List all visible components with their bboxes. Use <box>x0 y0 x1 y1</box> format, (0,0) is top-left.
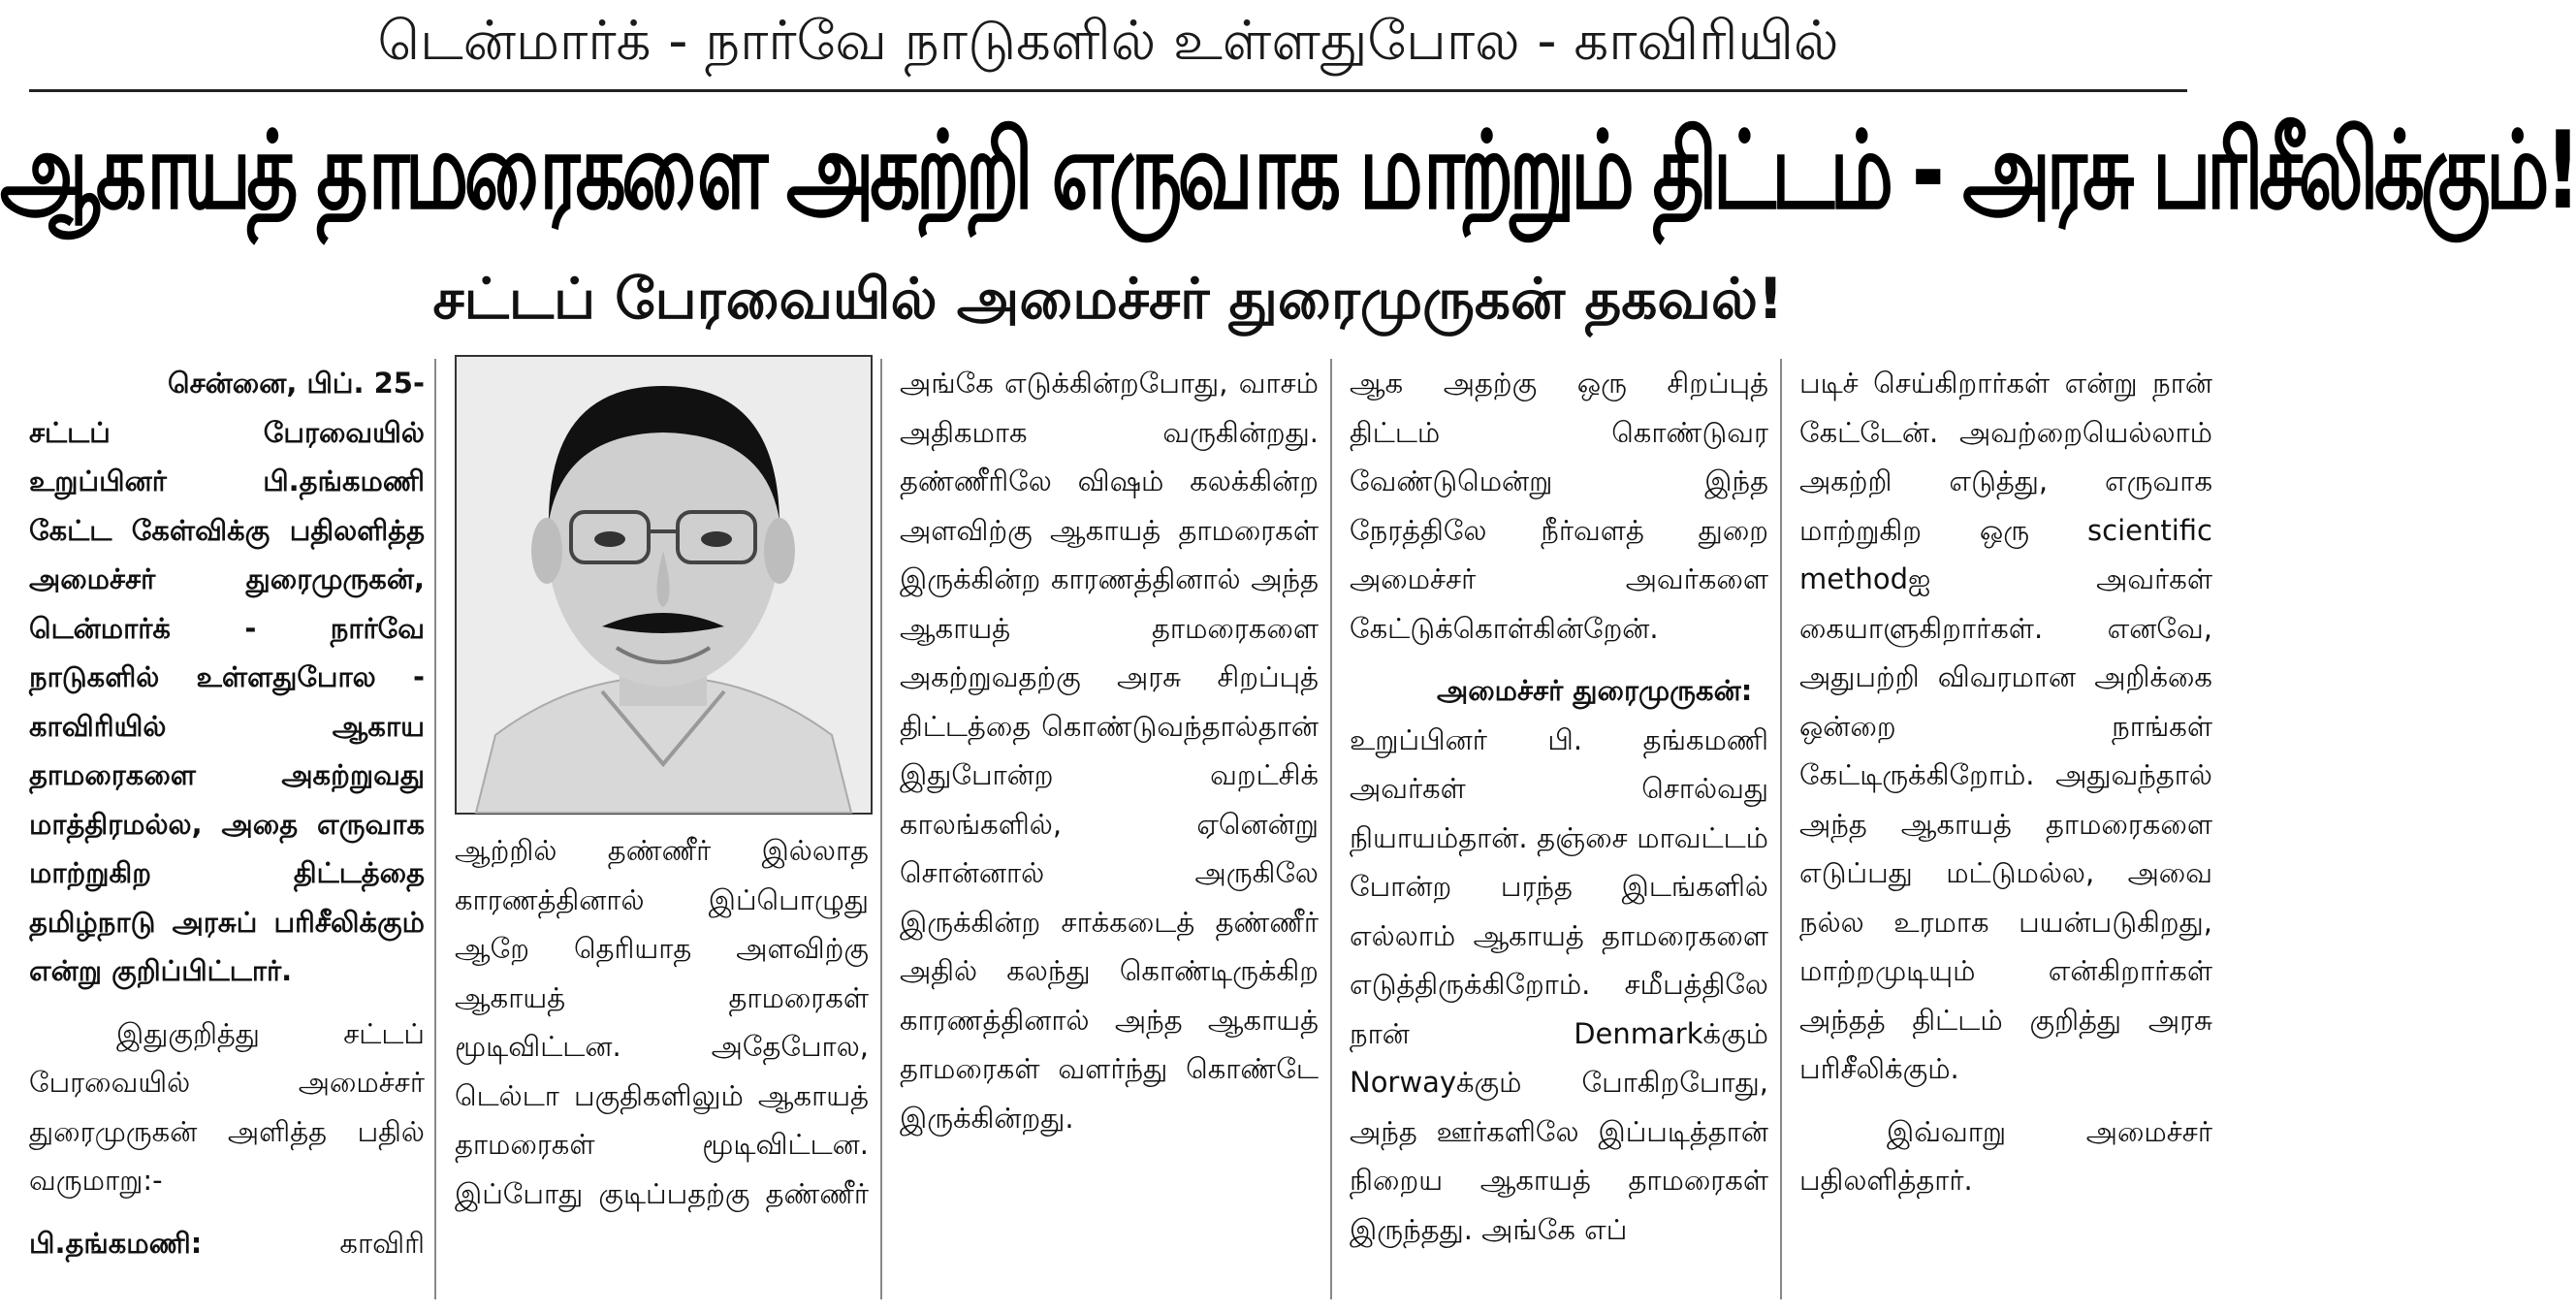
minister-photo <box>455 355 873 815</box>
column-divider <box>1330 359 1332 1299</box>
column-5 <box>1799 359 2212 1205</box>
column-2-text: ஆற்றில் தண்ணீர் இல்லாத காரணத்தினால் இப்பொழுது ஆறே தெரியாத அளவிற்கு ஆகாயத் தாமரைகள் மூடிவிட்டன. அதேபோல, டெல்டா பகுதிகளிலும் ஆகாயத் தாமரைகள் மூடிவிட்டன. இப்போது குடிப்பதற்கு தண்ணீர் <box>455 834 869 1210</box>
closing-line: இவ்வாறு அமைச்சர் பதிலளித்தார். <box>1799 1114 2212 1197</box>
speaker-label: பி.தங்கமணி: <box>29 1226 203 1260</box>
lead-paragraph: சட்டப் பேரவையில் உறுப்பினர் பி.தங்கமணி கேட்ட கேள்விக்கு பதிலளித்த அமைச்சர் துரைமுருகன், டென்மார்க் - நார்வே நாடுகளில் உள்ளதுபோல - காவிரியில் ஆகாய தாமரைகளை அகற்றுவது மாத்திரமல்ல, அதை எருவாக மாற்றுகிற திட்டத்தை தமிழ்நாடு அரசுப் பரிசீலிக்கும் என்று குறிப்பிட்டார். <box>29 415 425 987</box>
minister-reply: உறுப்பினர் பி. தங்கமணி அவர்கள் சொல்வது நியாயம்தான். தஞ்சை மாவட்டம் போன்ற பரந்த இடங்களில் எல்லாம் ஆகாயத் தாமரைகளை எடுத்திருக்கிறோம். சமீபத்திலே நான் Denmarkக்கும் Norwayக்கும் போகிறபோது, அந்த ஊர்களிலே இப்படித்தான் நிறைய ஆகாயத் தாமரைகள் இருந்தது. அங்கே எப் <box>1350 722 1768 1246</box>
column-3 <box>900 359 1319 1142</box>
column-4 <box>1350 359 1768 1254</box>
column-2 <box>455 826 869 1218</box>
column-divider <box>434 359 436 1299</box>
dateline: சென்னை, பிப். 25- <box>168 367 425 400</box>
intro-paragraph: இதுகுறித்து சட்டப் பேரவையில் அமைச்சர் துரைமுருகன் அளித்த பதில் வருமாறு:- <box>29 1016 425 1197</box>
kicker-line: டென்மார்க் - நார்வே நாடுகளில் உள்ளதுபோல - காவிரியில் <box>377 10 1839 73</box>
column-5-text: படிச் செய்கிறார்கள் என்று நான் கேட்டேன். அவற்றையெல்லாம் அகற்றி எடுத்து, எருவாக மாற்றுகிற ஒரு scientific methodஐ அவர்கள் கையாளுகிறார்கள். எனவே, அதுபற்றி விவரமான அறிக்கை ஒன்றை நாங்கள் கேட்டிருக்கிறோம். அதுவந்தால் அந்த ஆகாயத் தாமரைகளை எடுப்பது மட்டுமல்ல, அவை நல்ல உரமாக பயன்படுகிறது, மாற்றமுடியும் என்கிறார்கள் அந்தத் திட்டம் குறித்து அரசு பரிசீலிக்கும். <box>1799 367 2212 1085</box>
header-rule <box>29 89 2187 92</box>
column-divider <box>1780 359 1782 1299</box>
column-3-text: அங்கே எடுக்கின்றபோது, வாசம் அதிகமாக வருகின்றது. தண்ணீரிலே விஷம் கலக்கின்ற அளவிற்கு ஆகாயத் தாமரைகள் இருக்கின்ற காரணத்தினால் அந்த ஆகாயத் தாமரைகளை அகற்றுவதற்கு அரசு சிறப்புத் திட்டத்தை கொண்டுவந்தால்தான் இதுபோன்ற வறட்சிக் காலங்களில், ஏனென்று சொன்னால் அருகிலே இருக்கின்ற சாக்கடைத் தண்ணீர் அதில் கலந்து கொண்டிருக்கிற காரணத்தினால் அந்த ஆகாயத் தாமரைகள் வளர்ந்து கொண்டே இருக்கின்றது. <box>900 367 1319 1135</box>
portrait-image <box>457 357 871 813</box>
subheadline: சட்டப் பேரவையில் அமைச்சர் துரைமுருகன் தகவல்! <box>432 266 1784 332</box>
column-1 <box>29 359 425 1267</box>
headline: ஆகாயத் தாமரைகளை அகற்றி எருவாக மாற்றும் திட்டம் - அரசு பரிசீலிக்கும்! <box>0 109 2576 234</box>
question-text: காவிரி <box>339 1226 425 1260</box>
question-start <box>29 1219 425 1268</box>
minister-speaker-label: அமைச்சர் துரைமுருகன்: <box>1437 674 1753 707</box>
column-4-text: ஆக அதற்கு ஒரு சிறப்புத் திட்டம் கொண்டுவர வேண்டுமென்று இந்த நேரத்திலே நீர்வளத் துறை அமைச்சர் அவர்களை கேட்டுக்கொள்கின்றேன். <box>1350 367 1768 645</box>
column-divider <box>880 359 882 1299</box>
